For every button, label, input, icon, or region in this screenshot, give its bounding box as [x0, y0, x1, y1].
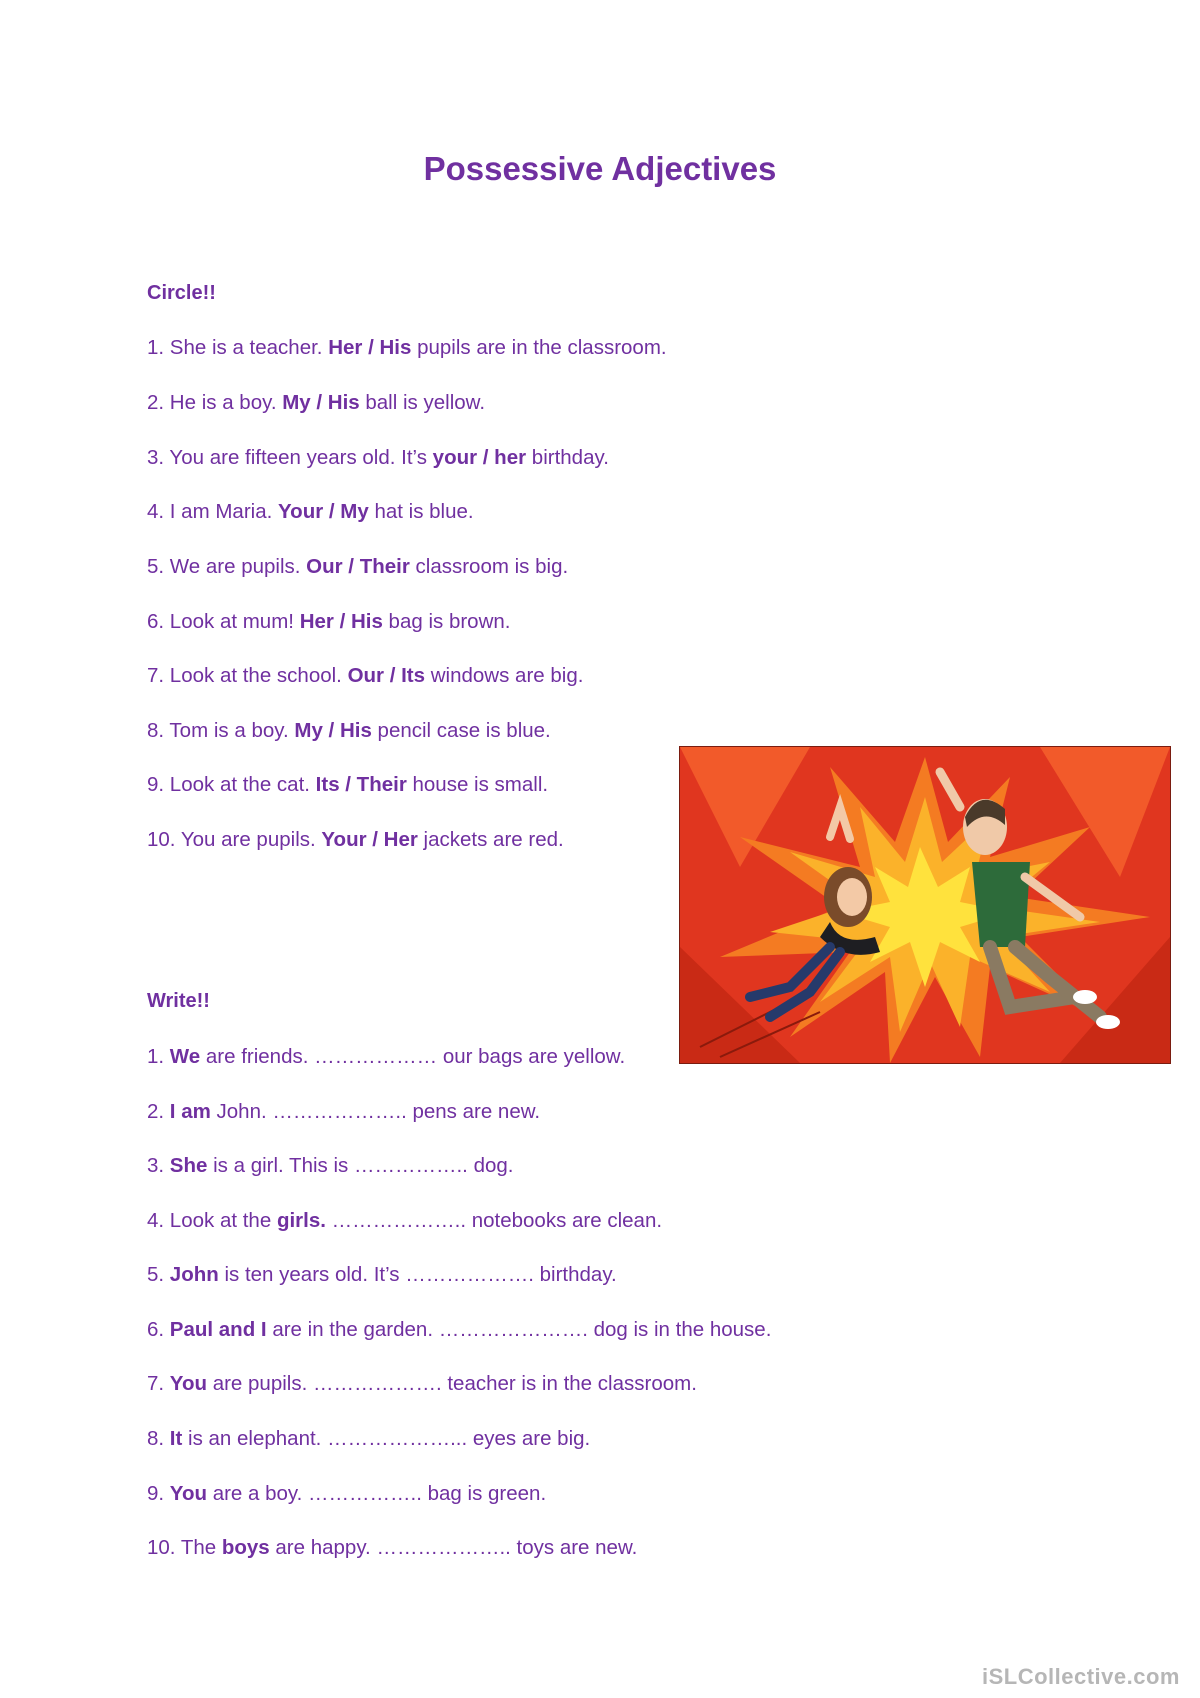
write-keyword: I am [169, 1100, 211, 1123]
write-keyword: We [169, 1045, 201, 1068]
circle-text: 6. Look at mum! [147, 610, 300, 633]
write-text: is ten years old. It’s ………………. birthday. [218, 1263, 617, 1286]
write-keyword: It [169, 1427, 183, 1450]
circle-item-6 [147, 609, 510, 635]
circle-item-8 [147, 718, 551, 744]
circle-keyword: My / His [294, 719, 372, 742]
write-text: are happy. ……………….. toys are new. [269, 1536, 638, 1559]
write-item-9 [147, 1481, 546, 1507]
write-item-7 [147, 1371, 697, 1397]
circle-keyword: Her / His [328, 336, 412, 359]
page-title: Possessive Adjectives [423, 150, 777, 187]
circle-item-3 [147, 445, 609, 471]
write-text: 8. [147, 1427, 170, 1450]
circle-text: jackets are red. [417, 828, 564, 851]
watermark: iSLCollective.com [981, 1664, 1180, 1689]
circle-item-7 [147, 663, 583, 689]
write-keyword: girls. [276, 1209, 326, 1232]
circle-heading: Circle!! [147, 282, 216, 304]
write-item-2 [147, 1099, 540, 1125]
circle-keyword: Its / Their [315, 773, 407, 796]
write-keyword: boys [221, 1536, 270, 1559]
write-keyword: She [169, 1154, 208, 1177]
circle-keyword: Our / Its [347, 664, 426, 687]
circle-item-4 [147, 499, 474, 525]
circle-text: windows are big. [425, 664, 584, 687]
circle-text: bag is brown. [382, 610, 511, 633]
write-text: 7. [147, 1372, 170, 1395]
write-text: 1. [147, 1045, 170, 1068]
write-item-1 [147, 1044, 625, 1070]
circle-text: classroom is big. [409, 555, 569, 578]
write-keyword: You [169, 1482, 207, 1505]
write-item-3 [147, 1153, 513, 1179]
circle-item-5 [147, 554, 568, 580]
write-text: 4. Look at the [147, 1209, 277, 1232]
write-text: 6. [147, 1318, 170, 1341]
write-item-10 [147, 1535, 637, 1561]
circle-keyword: Our / Their [306, 555, 410, 578]
circle-text: 5. We are pupils. [147, 555, 307, 578]
write-text: is a girl. This is …………….. dog. [207, 1154, 514, 1177]
circle-text: 10. You are pupils. [147, 828, 322, 851]
write-text: 2. [147, 1100, 170, 1123]
write-text: 5. [147, 1263, 170, 1286]
write-text: 10. The [147, 1536, 222, 1559]
write-text: are friends. ……………… our bags are yellow. [200, 1045, 626, 1068]
write-text: are a boy. …………….. bag is green. [207, 1482, 547, 1505]
write-keyword: Paul and I [169, 1318, 267, 1341]
circle-item-1 [147, 335, 667, 361]
circle-text: birthday. [526, 446, 609, 469]
circle-text: house is small. [406, 773, 549, 796]
circle-text: 2. He is a boy. [147, 391, 283, 414]
write-text: are pupils. ………………. teacher is in the classroom. [207, 1372, 697, 1395]
write-keyword: John [169, 1263, 219, 1286]
write-text: John. ……………….. pens are new. [210, 1100, 541, 1123]
circle-keyword: your / her [432, 446, 527, 469]
write-heading: Write!! [147, 990, 210, 1012]
cartoon-high-five-illustration [679, 746, 1171, 1064]
circle-text: 8. Tom is a boy. [147, 719, 295, 742]
write-text: 3. [147, 1154, 170, 1177]
circle-text: ball is yellow. [359, 391, 486, 414]
circle-keyword: Your / My [278, 500, 369, 523]
write-item-4 [147, 1208, 662, 1234]
circle-item-9 [147, 772, 548, 798]
circle-item-10 [147, 827, 564, 853]
circle-text: hat is blue. [368, 500, 474, 523]
write-text: is an elephant. ………………... eyes are big. [182, 1427, 591, 1450]
circle-text: 7. Look at the school. [147, 664, 348, 687]
write-item-5 [147, 1262, 617, 1288]
circle-keyword: My / His [282, 391, 360, 414]
write-item-8 [147, 1426, 590, 1452]
circle-text: 1. She is a teacher. [147, 336, 329, 359]
circle-text: 3. You are fifteen years old. It’s [147, 446, 433, 469]
circle-text: pencil case is blue. [371, 719, 551, 742]
write-item-6 [147, 1317, 771, 1343]
write-text: 9. [147, 1482, 170, 1505]
write-keyword: You [169, 1372, 207, 1395]
circle-text: pupils are in the classroom. [411, 336, 667, 359]
circle-item-2 [147, 390, 485, 416]
circle-text: 4. I am Maria. [147, 500, 279, 523]
circle-keyword: Her / His [299, 610, 383, 633]
circle-text: 9. Look at the cat. [147, 773, 316, 796]
write-text: are in the garden. …………………. dog is in the house. [266, 1318, 772, 1341]
write-text: ……………….. notebooks are clean. [325, 1209, 663, 1232]
circle-keyword: Your / Her [321, 828, 418, 851]
